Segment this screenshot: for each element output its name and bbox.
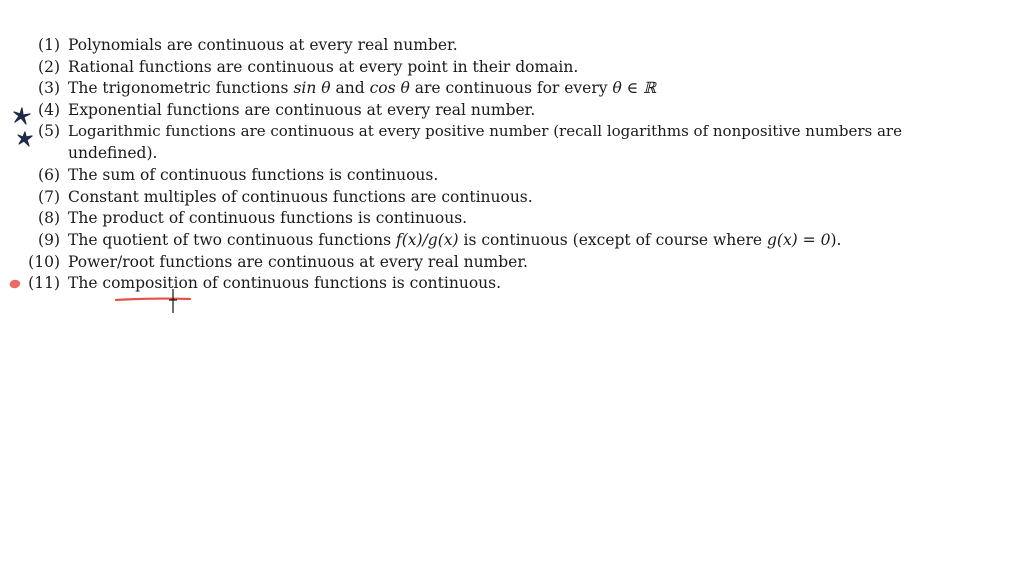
list-item: [0, 99, 1024, 121]
item-number: (7): [38, 187, 60, 206]
math-quotient: f(x)/g(x): [396, 231, 459, 249]
list-item: [0, 120, 1024, 142]
math-theta-in-r: θ ∈ ℝ: [612, 79, 656, 97]
item-number: (10): [28, 252, 60, 271]
item-text: Polynomials are continuous at every real number.: [68, 36, 458, 54]
list-item: [0, 164, 1024, 186]
item-number: (3): [38, 79, 60, 97]
math-sin-theta: sin θ: [293, 79, 331, 97]
item-text: The composition of continuous functions is continuous.: [68, 274, 502, 292]
list-item: [0, 229, 1024, 251]
item-text: Rational functions are continuous at every point in their domain.: [68, 57, 579, 76]
item-text: Exponential functions are continuous at every real number.: [68, 100, 536, 119]
list-item-continuation: [0, 142, 1024, 164]
list-item: [0, 272, 1024, 294]
item-number: (6): [38, 166, 60, 184]
text-cursor-icon: [166, 287, 180, 315]
math-cos-theta: cos θ: [369, 79, 410, 97]
underline-annotation: [112, 292, 196, 306]
item-number: (2): [38, 57, 60, 76]
list-item: [0, 207, 1024, 229]
item-text: Power/root functions are continuous at every real number.: [68, 252, 528, 271]
item-number: (1): [38, 36, 60, 54]
list-item: [0, 186, 1024, 208]
list-item: [0, 56, 1024, 78]
list-item: [0, 34, 1024, 56]
item-text: The trigonometric functions sin θ and cos θ are continuous for every θ ∈ ℝ: [68, 79, 656, 97]
item-number: (11): [28, 274, 60, 292]
item-text: The quotient of two continuous functions f(x)/g(x) is continuous (except of course where g(x) = 0).: [68, 231, 842, 249]
list-item: [0, 77, 1024, 99]
item-text: Logarithmic functions are continuous at every positive number (recall logarithms of nonpositive numbers are: [68, 122, 902, 140]
item-number: (5): [38, 122, 60, 140]
item-number: (8): [38, 209, 60, 227]
highlight-dot-icon: [8, 277, 22, 291]
item-number: (4): [38, 100, 60, 119]
math-g-equals-zero: g(x) = 0: [766, 231, 831, 249]
star-annotation-icon: [12, 106, 32, 126]
item-text: The product of continuous functions is continuous.: [68, 209, 468, 227]
item-text: Constant multiples of continuous functions are continuous.: [68, 187, 533, 206]
item-text: undefined).: [68, 144, 158, 162]
item-number: (9): [38, 231, 60, 249]
star-annotation-icon: [16, 130, 34, 148]
list-item: [0, 251, 1024, 273]
item-text: The sum of continuous functions is continuous.: [68, 166, 439, 184]
